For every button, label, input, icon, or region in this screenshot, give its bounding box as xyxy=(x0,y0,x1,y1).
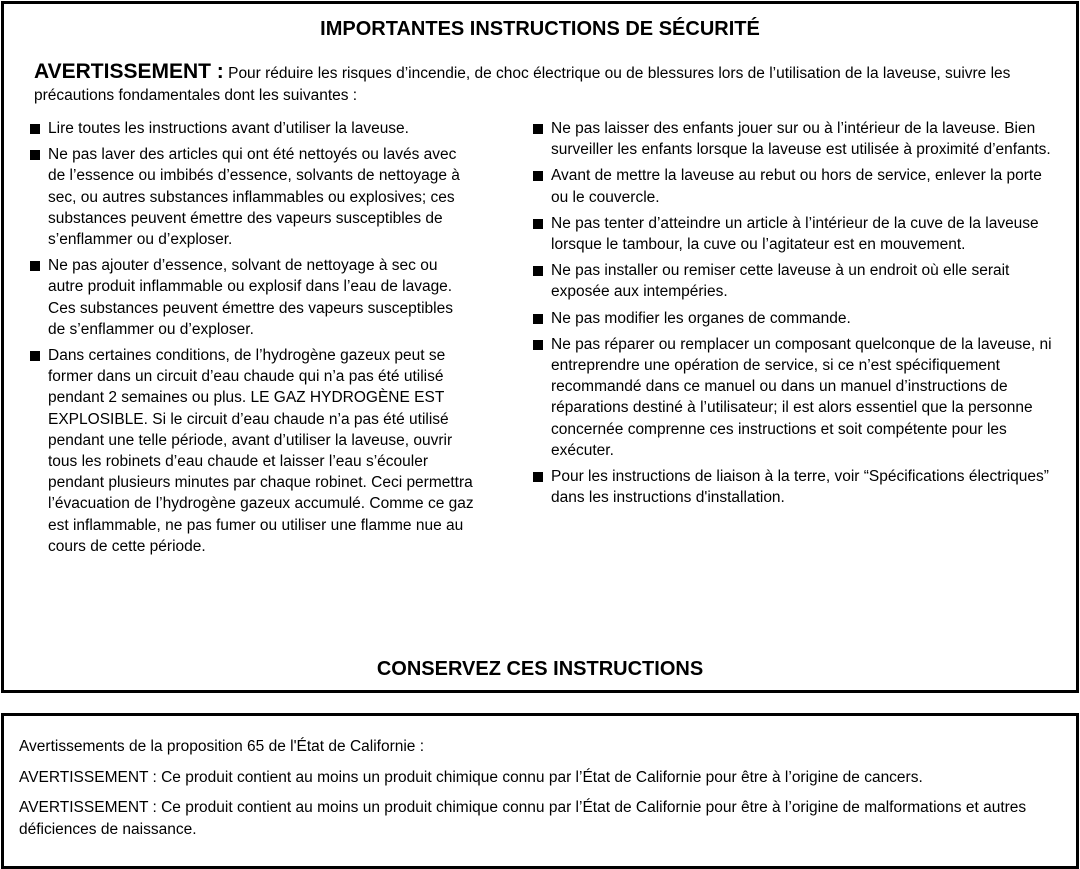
left-column xyxy=(29,118,474,562)
list-item-text: Avant de mettre la laveuse au rebut ou hors de service, enlever la porte ou le couvercle. xyxy=(551,167,1042,206)
warning-intro xyxy=(34,61,1024,107)
right-column xyxy=(532,118,1052,513)
list-item xyxy=(532,213,1052,255)
list-item-text: Ne pas tenter d’atteindre un article à l’intérieur de la cuve de la laveuse lorsque le tambour, la cuve ou l’agitateur est en mouvement. xyxy=(551,214,1039,254)
list-item xyxy=(532,308,1052,329)
list-item xyxy=(532,260,1052,302)
list-item xyxy=(29,255,474,340)
list-item-text: Lire toutes les instructions avant d’utiliser la laveuse. xyxy=(48,120,409,137)
list-item-text: Dans certaines conditions, de l’hydrogène gazeux peut se former dans un circuit d’eau chaude qui n’a pas été utilisé pendant 2 semaines ou plus. LE GAZ HYDROGÈNE EST EXPLOSIBLE. Si le circuit d’eau chaude n’a pas été utilisé pendant une telle période, avant d’utiliser la laveuse, ouvrir tous les robinets d’eau chaude et laisser l’eau s’écouler pendant plusieurs minutes par chaque robinet. Ceci permettra l’évacuation de l’hydrogène gazeux accumulé. Comme ce gaz est inflammable, ne pas fumer ou utiliser une flamme nue au cours de cette période. xyxy=(48,347,474,555)
warning-text: Pour réduire les risques d’incendie, de choc électrique ou de blessures lors de l’utilisation de la laveuse, suivre les précautions fondamentales dont les suivantes : xyxy=(34,65,1011,104)
bullet-square-icon xyxy=(533,266,543,276)
list-item-text: Ne pas ajouter d’essence, solvant de nettoyage à sec ou autre produit inflammable ou explosif dans l’eau de lavage. Ces substances peuvent émettre des vapeurs susceptibles de s’enflammer ou d’exploser. xyxy=(48,257,453,338)
bullet-square-icon xyxy=(30,261,40,271)
bullet-square-icon xyxy=(30,351,40,361)
list-item-text: Ne pas laver des articles qui ont été nettoyés ou lavés avec de l’essence ou imbibés d’essence, solvants de nettoyage à sec, ou autres substances inflammables ou explosives; ces substances peuvent émettre des vapeurs susceptibles de s’enflammer ou d’exploser. xyxy=(48,146,460,249)
prop65-warning-box xyxy=(1,713,1079,869)
bullet-square-icon xyxy=(533,219,543,229)
list-item-text: Ne pas laisser des enfants jouer sur ou à l’intérieur de la laveuse. Bien surveiller les enfants lorsque la laveuse est utilisée à proximité d’enfants. xyxy=(551,120,1051,159)
prop65-content xyxy=(19,736,1049,849)
list-item xyxy=(29,118,474,139)
bullet-square-icon xyxy=(533,124,543,134)
bullet-square-icon xyxy=(533,171,543,181)
list-item xyxy=(532,334,1052,461)
safety-instructions-box xyxy=(1,1,1079,693)
safety-title: IMPORTANTES INSTRUCTIONS DE SÉCURITÉ xyxy=(320,18,760,40)
list-item-text: Pour les instructions de liaison à la terre, voir “Spécifications électriques” dans les instructions d'installation. xyxy=(551,468,1049,507)
prop65-warning-cancer: AVERTISSEMENT : Ce produit contient au moins un produit chimique connu par l’État de Californie pour être à l’origine de cancers. xyxy=(19,768,923,786)
list-item xyxy=(532,118,1052,160)
list-item xyxy=(29,345,474,557)
list-item-text: Ne pas modifier les organes de commande. xyxy=(551,309,851,327)
list-item xyxy=(532,466,1052,508)
save-instructions-footer: CONSERVEZ CES INSTRUCTIONS xyxy=(376,658,704,680)
bullet-square-icon xyxy=(533,314,543,324)
list-item xyxy=(532,165,1052,207)
bullet-square-icon xyxy=(30,124,40,134)
list-item-text: Ne pas installer ou remiser cette laveuse à un endroit où elle serait exposée aux intempéries. xyxy=(551,262,1010,301)
bullet-square-icon xyxy=(30,150,40,160)
prop65-heading: Avertissements de la proposition 65 de l'État de Californie : xyxy=(19,738,425,755)
prop65-warning-birth-defects: AVERTISSEMENT : Ce produit contient au moins un produit chimique connu par l’État de Californie pour être à l’origine de malformations et autres déficiences de naissance. xyxy=(19,799,1027,838)
bullet-square-icon xyxy=(533,340,543,350)
list-item xyxy=(29,144,474,250)
warning-lead: AVERTISSEMENT : xyxy=(34,60,224,83)
list-item-text: Ne pas réparer ou remplacer un composant quelconque de la laveuse, ni entreprendre une opération de service, si ce n’est spécifiquement recommandé dans ce manuel ou dans un manuel d’instructions de réparations destiné à l’utilisateur; il est alors essentiel que la personne concernée comprenne ces instructions et soit compétente pour les exécuter. xyxy=(551,335,1052,459)
bullet-square-icon xyxy=(533,472,543,482)
